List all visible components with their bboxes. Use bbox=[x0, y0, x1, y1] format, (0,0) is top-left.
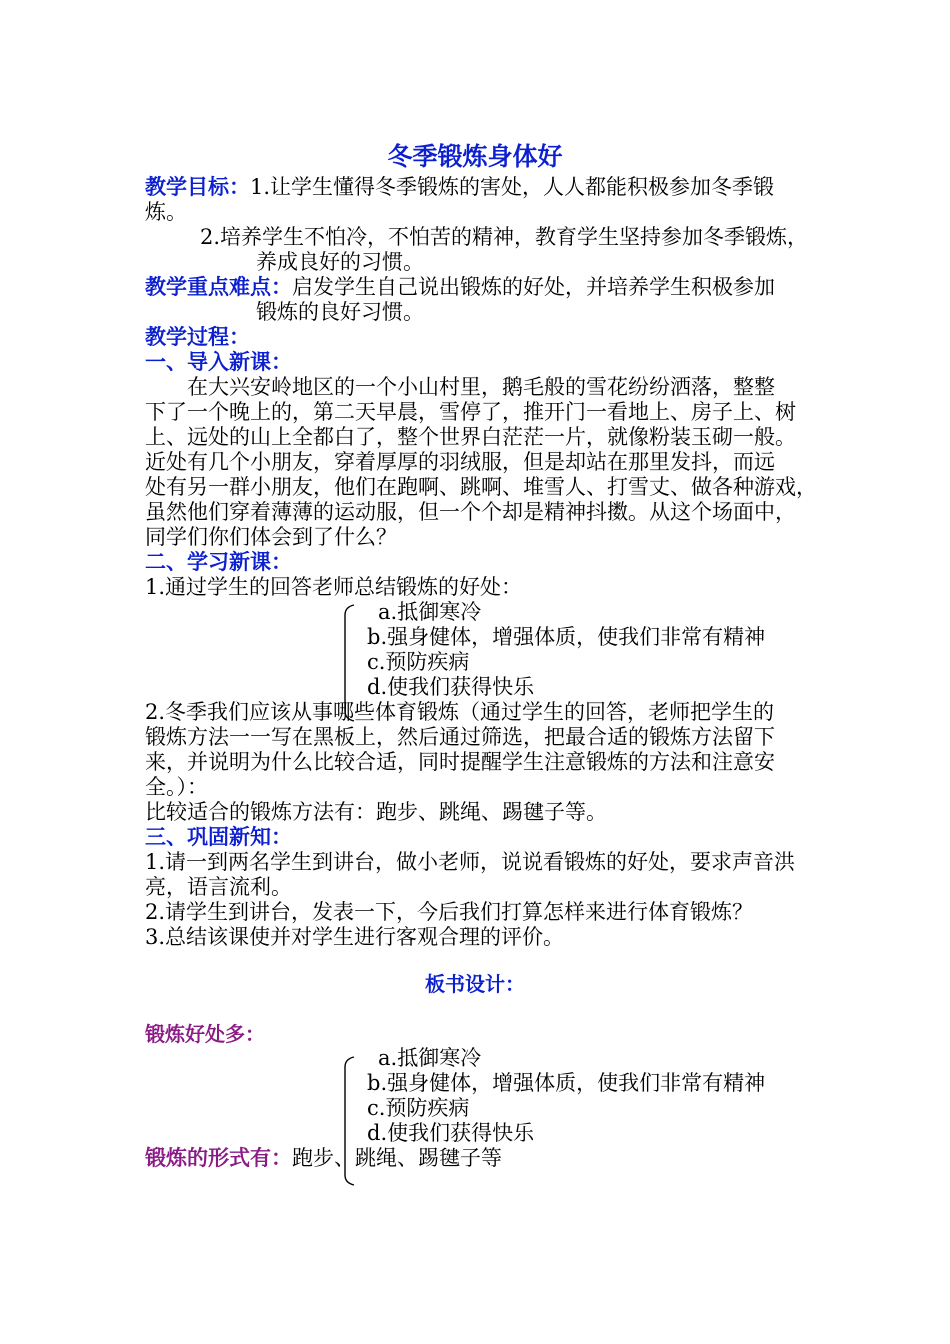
board-benefit-item: b.强身健体，增强体质，使我们非常有精神 bbox=[367, 1071, 766, 1095]
section-3-heading: 三、巩固新知： bbox=[145, 825, 292, 849]
benefit-item: d.使我们获得快乐 bbox=[367, 675, 535, 699]
section-3-line: 2.请学生到讲台，发表一下，今后我们打算怎样来进行体育锻炼？ bbox=[145, 900, 754, 924]
board-form-value: 跑步、跳绳、踢毽子等 bbox=[292, 1146, 502, 1170]
section-2-item-2: 2.冬季我们应该从事哪些体育锻炼（通过学生的回答，老师把学生的 bbox=[145, 700, 775, 724]
section-1-line: 同学们你们体会到了什么？ bbox=[145, 525, 397, 549]
section-2-heading: 二、学习新课： bbox=[145, 550, 292, 574]
goal-line-4: 养成良好的习惯。 bbox=[256, 250, 424, 274]
benefit-item: b.强身健体，增强体质，使我们非常有精神 bbox=[367, 625, 766, 649]
document-title: 冬季锻炼身体好 bbox=[387, 142, 563, 171]
section-2-item-2: 锻炼方法一一写在黑板上，然后通过筛选，把最合适的锻炼方法留下 bbox=[145, 725, 775, 749]
section-2-item-1: 1.通过学生的回答老师总结锻炼的好处： bbox=[145, 575, 523, 599]
board-form-line bbox=[145, 1146, 502, 1171]
board-benefit-label: 锻炼好处多： bbox=[145, 1022, 265, 1046]
board-form-label: 锻炼的形式有： bbox=[145, 1146, 292, 1170]
section-2-item-2: 来，并说明为什么比较合适，同时提醒学生注意锻炼的方法和注意安 bbox=[145, 750, 775, 774]
benefit-item: c.预防疾病 bbox=[367, 650, 470, 674]
section-1-line: 在大兴安岭地区的一个小山村里，鹅毛般的雪花纷纷洒落，整整 bbox=[187, 375, 775, 399]
section-2-item-2: 全。）： bbox=[145, 775, 208, 799]
goal-text-1: 1.让学生懂得冬季锻炼的害处，人人都能积极参加冬季锻 bbox=[250, 175, 775, 199]
section-3-line: 3.总结该课使并对学生进行客观合理的评价。 bbox=[145, 925, 565, 949]
section-1-line: 下了一个晚上的，第二天早晨，雪停了，推开门一看地上、房子上、树 bbox=[145, 400, 796, 424]
board-heading: 板书设计： bbox=[425, 972, 525, 996]
board-benefit-item: d.使我们获得快乐 bbox=[367, 1121, 535, 1145]
keypoint-line-2: 锻炼的良好习惯。 bbox=[256, 300, 424, 324]
section-2-suitable: 比较适合的锻炼方法有：跑步、跳绳、踢毽子等。 bbox=[145, 800, 607, 824]
process-heading: 教学过程： bbox=[145, 325, 250, 349]
section-1-line: 上、远处的山上全都白了，整个世界白茫茫一片，就像粉装玉砌一般。 bbox=[145, 425, 796, 449]
goal-label: 教学目标： bbox=[145, 175, 250, 199]
keypoint-line-1 bbox=[145, 275, 775, 300]
board-benefit-item: c.预防疾病 bbox=[367, 1096, 470, 1120]
section-1-line: 处有另一群小朋友，他们在跑啊、跳啊、堆雪人、打雪丈、做各种游戏， bbox=[145, 475, 817, 499]
section-3-line: 1.请一到两名学生到讲台，做小老师，说说看锻炼的好处，要求声音洪 bbox=[145, 850, 796, 874]
benefit-item: a.抵御寒冷 bbox=[378, 600, 482, 624]
keypoint-label: 教学重点难点： bbox=[145, 275, 292, 299]
section-1-line: 虽然他们穿着薄薄的运动服，但一个个却是精神抖擞。从这个场面中， bbox=[145, 500, 796, 524]
section-3-line: 亮，语言流利。 bbox=[145, 875, 292, 899]
goal-line-1 bbox=[145, 175, 774, 200]
goal-line-2: 炼。 bbox=[145, 200, 187, 224]
keypoint-text-1: 启发学生自己说出锻炼的好处，并培养学生积极参加 bbox=[292, 275, 775, 299]
section-1-heading: 一、导入新课： bbox=[145, 350, 292, 374]
section-1-line: 近处有几个小朋友，穿着厚厚的羽绒服，但是却站在那里发抖，而远 bbox=[145, 450, 775, 474]
goal-line-3: 2.培养学生不怕冷，不怕苦的精神，教育学生坚持参加冬季锻炼， bbox=[200, 225, 809, 249]
board-benefit-item: a.抵御寒冷 bbox=[378, 1046, 482, 1070]
